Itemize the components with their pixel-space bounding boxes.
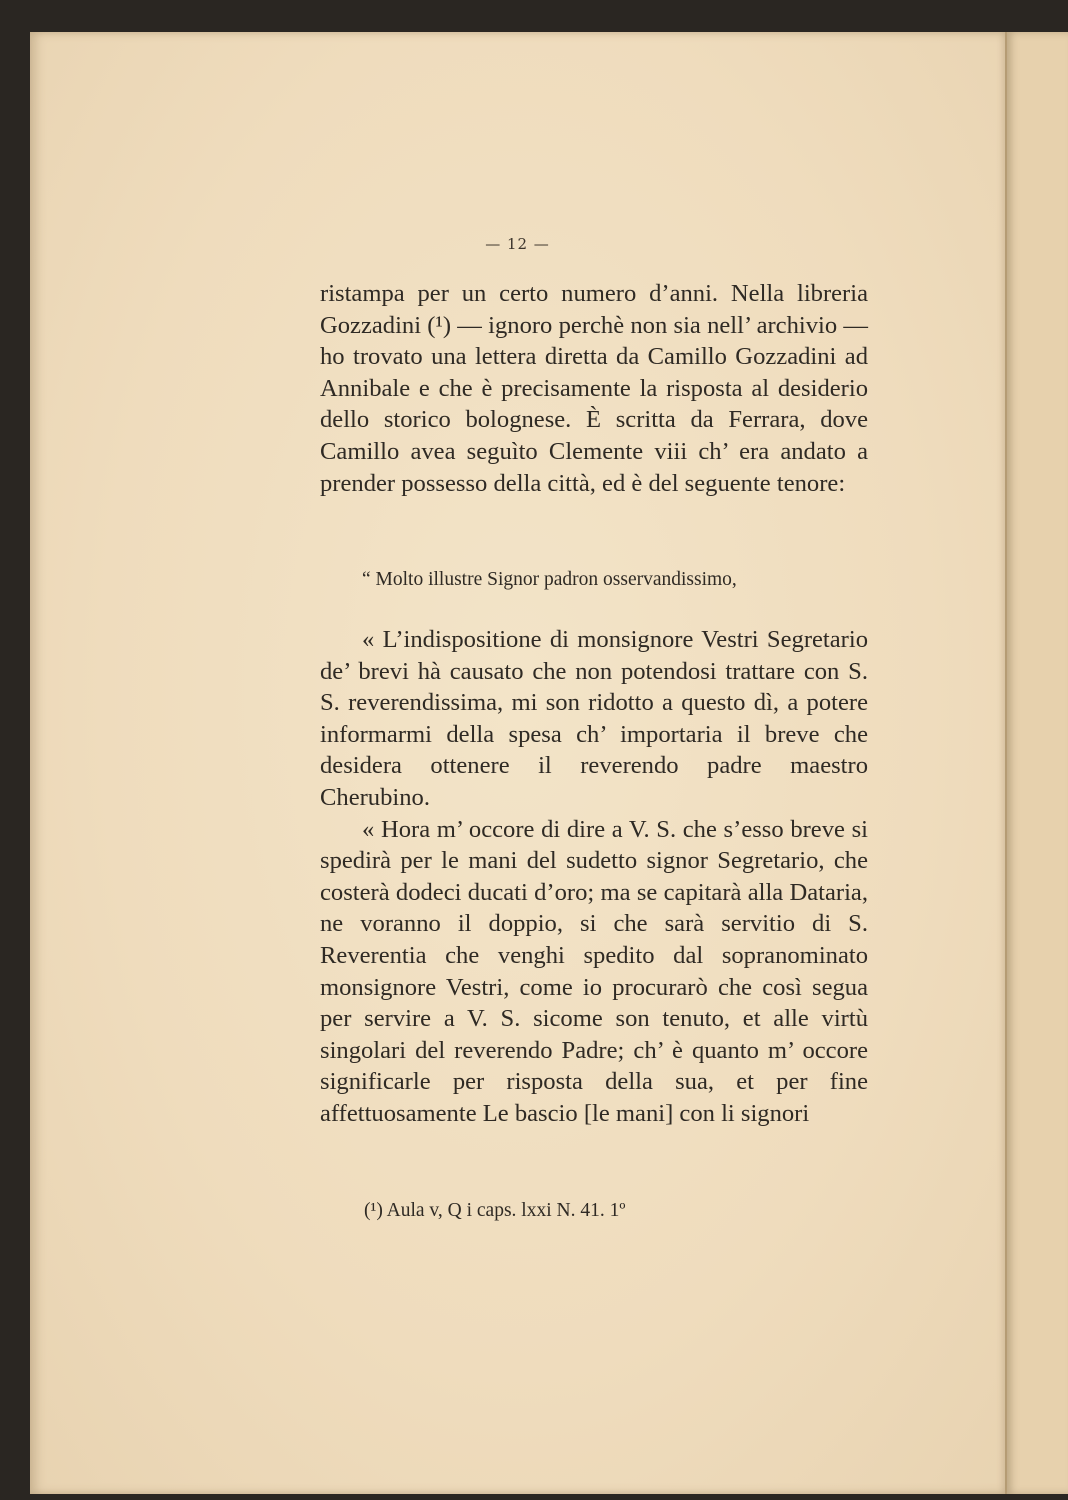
adjacent-page-edge (1005, 32, 1068, 1494)
book-page (30, 32, 1005, 1494)
letter-paragraph: « Hora m’ occore di dire a V. S. che s’esso breve si spedirà per le mani del sudetto signor Segretario, che costerà dodeci ducati d’oro; ma se capitarà alla Dataria, ne voranno il doppio, si che sarà servitio di S. Reverentia che venghi spedito dal sopranominato monsignore Vestri, come io procurarò che così segua per servire a V. S. sicome son tenuto, et alle virtù singolari del reverendo Padre; ch’ è quanto m’ occore significarle per risposta della sua, et per fine affettuosamente Le bascio [le mani] con li signori (320, 815, 868, 1127)
letter-salutation: “ Molto illustre Signor padron osservandissimo, (362, 569, 737, 590)
opening-paragraph-block (320, 278, 868, 499)
footnote: (¹) Aula v, Q i caps. lxxi N. 41. 1º (364, 1200, 626, 1221)
page-number: — 12 — (485, 235, 550, 253)
paragraph: ristampa per un certo numero d’anni. Nella libreria Gozzadini (¹) — ignoro perchè non sia nell’ archivio — ho trovato una lettera diretta da Camillo Gozzadini ad Annibale e che è precisamente la risposta al desiderio dello storico bolognese. È scritta da Ferrara, dove Camillo avea seguìto Clemente viii ch’ era andato a prender possesso della città, ed è del seguente tenore: (320, 280, 868, 497)
letter-paragraph: « L’indispositione di monsignore Vestri Segretario de’ brevi hà causato che non potendosi trattare con S. S. reverendissima, mi son ridotto a questo dì, a potere informarmi della spesa ch’ importaria il breve che desidera ottenere il reverendo padre maestro Cherubino. (320, 626, 868, 811)
letter-body (320, 624, 868, 1130)
